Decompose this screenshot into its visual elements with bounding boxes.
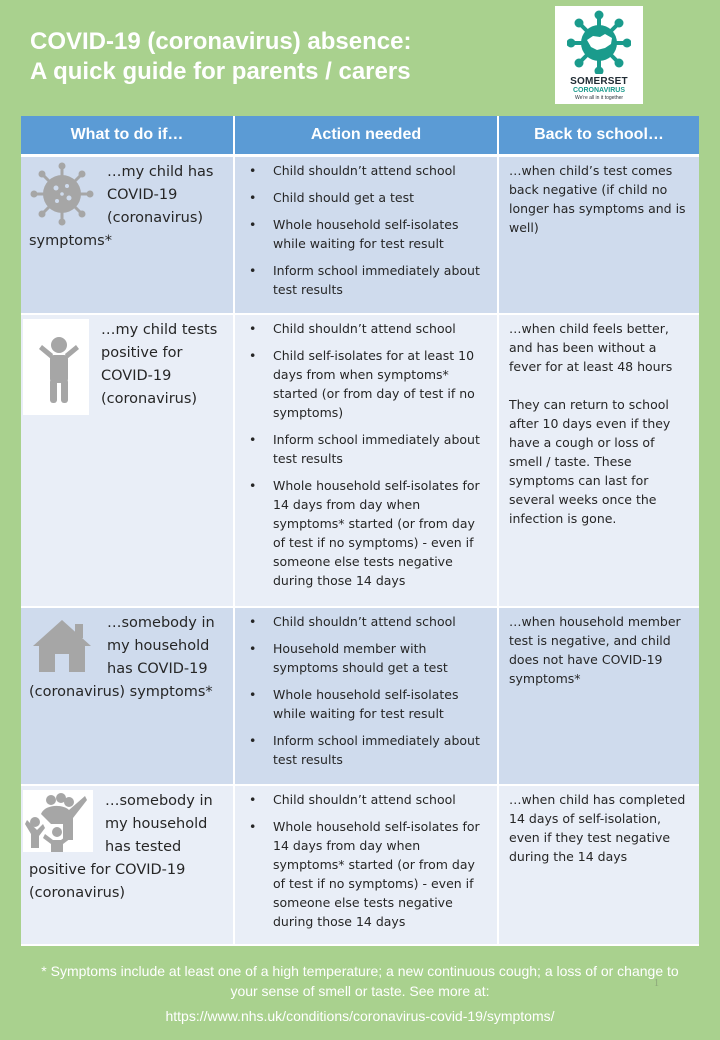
nhs-symptoms-link[interactable]: https://www.nhs.uk/conditions/coronavirus-covid-19/symptoms/ — [165, 1008, 555, 1024]
action-item: • Child should get a test — [249, 188, 489, 207]
action-cell — [234, 607, 498, 785]
table-header-row — [21, 116, 699, 156]
action-item: • Child shouldn’t attend school — [249, 790, 489, 809]
condition-text: …my child tests positive for COVID-19 (coronavirus) — [101, 321, 218, 407]
guide-table — [21, 116, 699, 946]
back-to-school-cell — [498, 314, 699, 607]
back-to-school-text: …when child feels better, and has been without a fever for at least 48 hours — [509, 320, 673, 374]
action-item: • Child self-isolates for at least 10 days from when symptoms* started (or from day of test if no symptoms) — [249, 346, 489, 422]
footer — [0, 961, 720, 1026]
header-action-needed: Action needed — [234, 116, 498, 156]
table-row — [21, 314, 699, 607]
condition-text: …my child has COVID-19 (coronavirus) symptoms* — [29, 164, 214, 249]
condition-cell — [21, 607, 234, 785]
header-what-to-do: What to do if… — [21, 116, 234, 156]
symptoms-footnote: * Symptoms include at least one of a high temperature; a new continuous cough; a loss of or change to your sense of smell or taste. See more at: — [41, 963, 679, 999]
table-row — [21, 785, 699, 945]
action-item: • Inform school immediately about test results — [249, 261, 489, 299]
back-to-school-text: …when child has completed 14 days of self-isolation, even if they test negative during the 14 days — [509, 791, 686, 864]
back-to-school-note: They can return to school after 10 days even if they have a cough or loss of smell / taste. These symptoms can last for several weeks once the infection is gone. — [509, 396, 671, 526]
page-title — [30, 27, 411, 87]
page-number: 1 — [654, 978, 659, 989]
action-item: • Inform school immediately about test results — [249, 430, 489, 468]
logo-name: SOMERSET — [570, 76, 628, 87]
title-line-2: A quick guide for parents / carers — [30, 58, 411, 85]
title-line-1: COVID-19 (coronavirus) absence: — [30, 28, 412, 55]
action-item: • Inform school immediately about test results — [249, 731, 489, 769]
somerset-coronavirus-logo — [555, 6, 643, 104]
action-item: • Child shouldn’t attend school — [249, 612, 489, 631]
logo-tagline: We're all in it together — [574, 95, 624, 101]
action-cell — [234, 314, 498, 607]
house-icon — [29, 612, 95, 678]
back-to-school-cell — [498, 156, 699, 314]
action-cell — [234, 785, 498, 945]
condition-text: …somebody in my household has tested positive for COVID-19 (coronavirus) — [29, 792, 213, 901]
back-to-school-cell — [498, 785, 699, 945]
action-item: • Household member with symptoms should get a test — [249, 639, 489, 677]
condition-cell — [21, 156, 234, 314]
action-item: • Child shouldn’t attend school — [249, 319, 489, 338]
condition-cell — [21, 785, 234, 945]
condition-text: …somebody in my household has COVID-19 (coronavirus) symptoms* — [29, 614, 215, 700]
table-row — [21, 607, 699, 785]
action-item: • Whole household self-isolates while waiting for test result — [249, 685, 489, 723]
action-item: • Whole household self-isolates for 14 days from day when symptoms* started (or from day of test if no symptoms) - even if someone else tests negative during those 14 days — [249, 817, 489, 931]
action-item: • Whole household self-isolates while waiting for test result — [249, 215, 489, 253]
family-icon — [23, 790, 93, 852]
back-to-school-text: …when child’s test comes back negative (if child no longer has symptoms and is well) — [509, 163, 686, 235]
logo-subtitle: CORONAVIRUS — [573, 87, 625, 94]
virus-map-logo-icon — [567, 10, 631, 74]
back-to-school-text: …when household member test is negative, and child does not have COVID-19 symptoms* — [509, 613, 681, 686]
action-item: • Whole household self-isolates for 14 days from day when symptoms* started (or from day of test if no symptoms) - even if someone else tests negative during those 14 days — [249, 476, 489, 590]
action-cell — [234, 156, 498, 314]
back-to-school-cell — [498, 607, 699, 785]
header-back-to-school: Back to school… — [498, 116, 699, 156]
child-icon — [23, 319, 89, 415]
table-row — [21, 156, 699, 314]
condition-cell — [21, 314, 234, 607]
action-item: • Child shouldn’t attend school — [249, 161, 489, 180]
virus-icon — [29, 161, 95, 227]
